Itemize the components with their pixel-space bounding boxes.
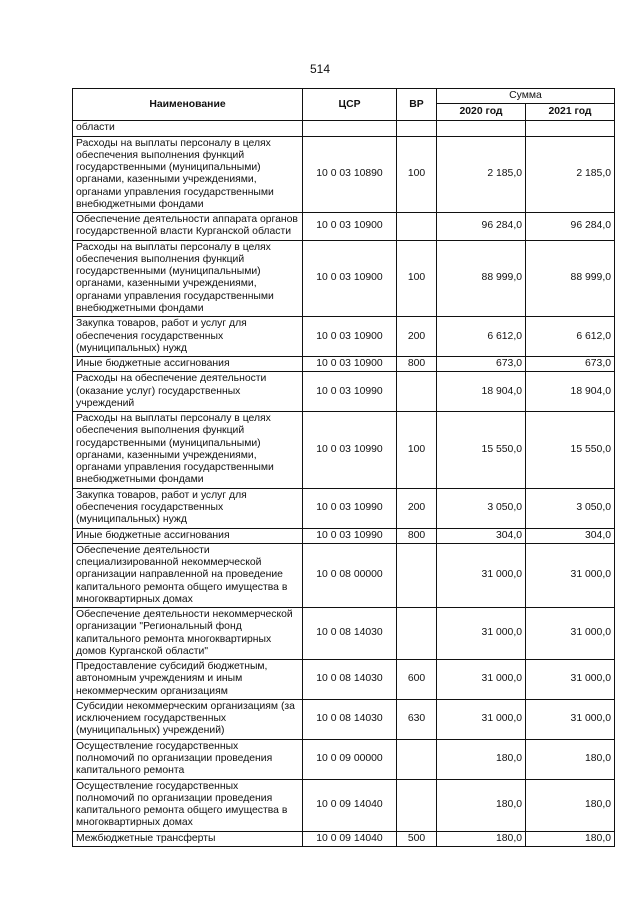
row-name-cell: Межбюджетные трансферты — [73, 831, 303, 846]
row-csr-cell: 10 0 03 10990 — [303, 412, 397, 489]
row-2020-cell: 180,0 — [437, 831, 526, 846]
table-row — [73, 488, 615, 528]
table-row — [73, 412, 615, 489]
header-year-2021: 2021 год — [526, 104, 615, 121]
row-name-cell: Расходы на выплаты персоналу в целях обеспечения выполнения функций государственными (муниципальными) органами, казенными учреждениями, органами управления государственными внебюджетными фондами — [73, 136, 303, 213]
row-vr-cell — [397, 213, 437, 241]
row-2021-cell: 304,0 — [526, 528, 615, 543]
header-csr: ЦСР — [303, 89, 397, 121]
row-name-cell: Расходы на обеспечение деятельности (оказание услуг) государственных учреждений — [73, 372, 303, 412]
row-2021-cell: 31 000,0 — [526, 660, 615, 700]
row-name-cell: Предоставление субсидий бюджетным, автономным учреждениям и иным некоммерческим организациям — [73, 660, 303, 700]
table-row — [73, 739, 615, 779]
row-csr-cell: 10 0 03 10990 — [303, 528, 397, 543]
row-name-cell: Осуществление государственных полномочий по организации проведения капитального ремонта общего имущества в многоквартирных домах — [73, 779, 303, 831]
row-2021-cell: 180,0 — [526, 831, 615, 846]
row-2021-cell: 3 050,0 — [526, 488, 615, 528]
header-vr: ВР — [397, 89, 437, 121]
table-row — [73, 528, 615, 543]
row-name-cell: Осуществление государственных полномочий по организации проведения капитального ремонта — [73, 739, 303, 779]
row-2020-cell: 31 000,0 — [437, 699, 526, 739]
row-2020-cell: 3 050,0 — [437, 488, 526, 528]
row-2020-cell: 180,0 — [437, 739, 526, 779]
table-row — [73, 317, 615, 357]
budget-table — [72, 88, 615, 847]
row-2021-cell: 15 550,0 — [526, 412, 615, 489]
page-number: 514 — [309, 62, 331, 76]
row-vr-cell — [397, 608, 437, 660]
row-2021-cell: 673,0 — [526, 357, 615, 372]
row-vr-cell: 100 — [397, 412, 437, 489]
row-2021-cell: 180,0 — [526, 739, 615, 779]
row-2021-cell: 88 999,0 — [526, 240, 615, 317]
row-vr-cell — [397, 372, 437, 412]
table-row — [73, 136, 615, 213]
row-2021-cell: 2 185,0 — [526, 136, 615, 213]
row-vr-cell: 200 — [397, 488, 437, 528]
row-vr-cell: 100 — [397, 240, 437, 317]
row-2021-cell: 31 000,0 — [526, 543, 615, 607]
row-csr-cell: 10 0 03 10900 — [303, 357, 397, 372]
row-2020-cell: 31 000,0 — [437, 608, 526, 660]
row-name-cell: Закупка товаров, работ и услуг для обеспечения государственных (муниципальных) нужд — [73, 488, 303, 528]
row-vr-cell: 800 — [397, 528, 437, 543]
row-csr-cell: 10 0 03 10890 — [303, 136, 397, 213]
row-csr-cell: 10 0 08 14030 — [303, 608, 397, 660]
row-name-cell: Расходы на выплаты персоналу в целях обеспечения выполнения функций государственными (муниципальными) органами, казенными учреждениями, органами управления государственными внебюджетными фондами — [73, 240, 303, 317]
row-2020-cell: 88 999,0 — [437, 240, 526, 317]
row-2020-cell: 6 612,0 — [437, 317, 526, 357]
row-2021-cell: 18 904,0 — [526, 372, 615, 412]
row-2020-cell: 31 000,0 — [437, 660, 526, 700]
row-vr-cell: 500 — [397, 831, 437, 846]
row-vr-cell: 630 — [397, 699, 437, 739]
row-2021-cell: 31 000,0 — [526, 699, 615, 739]
header-year-2020: 2020 год — [437, 104, 526, 121]
row-vr-cell — [397, 543, 437, 607]
row-csr-cell: 10 0 09 14040 — [303, 831, 397, 846]
row-2020-cell: 96 284,0 — [437, 213, 526, 241]
row-2021-cell: 96 284,0 — [526, 213, 615, 241]
header-sum: Сумма — [437, 89, 615, 104]
row-2020-cell: 18 904,0 — [437, 372, 526, 412]
row-csr-cell: 10 0 03 10990 — [303, 488, 397, 528]
table-row — [73, 608, 615, 660]
row-2021-cell: 6 612,0 — [526, 317, 615, 357]
table-row — [73, 699, 615, 739]
row-2020-cell: 304,0 — [437, 528, 526, 543]
row-name-cell: Иные бюджетные ассигнования — [73, 528, 303, 543]
row-vr-cell: 100 — [397, 136, 437, 213]
row-vr-cell: 800 — [397, 357, 437, 372]
table-row — [73, 121, 615, 136]
row-csr-cell — [303, 121, 397, 136]
row-name-cell: Закупка товаров, работ и услуг для обеспечения государственных (муниципальных) нужд — [73, 317, 303, 357]
row-2021-cell: 180,0 — [526, 779, 615, 831]
row-name-cell: Обеспечение деятельности некоммерческой организации "Региональный фонд капитального ремонта многоквартирных домов Курганской области" — [73, 608, 303, 660]
table-row — [73, 831, 615, 846]
row-name-cell: Субсидии некоммерческим организациям (за исключением государственных (муниципальных) учреждений) — [73, 699, 303, 739]
row-name-cell: Обеспечение деятельности специализированной некоммерческой организации направленной на проведение капитального ремонта общего имущества в многоквартирных домах — [73, 543, 303, 607]
row-csr-cell: 10 0 09 14040 — [303, 779, 397, 831]
row-vr-cell — [397, 121, 437, 136]
row-vr-cell — [397, 739, 437, 779]
row-csr-cell: 10 0 03 10900 — [303, 213, 397, 241]
row-csr-cell: 10 0 03 10900 — [303, 240, 397, 317]
row-csr-cell: 10 0 03 10990 — [303, 372, 397, 412]
row-2020-cell: 2 185,0 — [437, 136, 526, 213]
table-row — [73, 779, 615, 831]
row-2021-cell: 31 000,0 — [526, 608, 615, 660]
row-csr-cell: 10 0 08 14030 — [303, 699, 397, 739]
row-name-cell: Иные бюджетные ассигнования — [73, 357, 303, 372]
table-row — [73, 543, 615, 607]
table-row — [73, 357, 615, 372]
row-vr-cell: 600 — [397, 660, 437, 700]
row-vr-cell — [397, 779, 437, 831]
row-csr-cell: 10 0 08 00000 — [303, 543, 397, 607]
table-row — [73, 213, 615, 241]
table-row — [73, 240, 615, 317]
row-name-cell: области — [73, 121, 303, 136]
row-2020-cell: 15 550,0 — [437, 412, 526, 489]
row-2020-cell: 31 000,0 — [437, 543, 526, 607]
row-name-cell: Расходы на выплаты персоналу в целях обеспечения выполнения функций государственными (муниципальными) органами, казенными учреждениями, органами управления государственными внебюджетными фондами — [73, 412, 303, 489]
row-2020-cell: 180,0 — [437, 779, 526, 831]
row-2020-cell: 673,0 — [437, 357, 526, 372]
table-row — [73, 660, 615, 700]
row-csr-cell: 10 0 08 14030 — [303, 660, 397, 700]
row-name-cell: Обеспечение деятельности аппарата органов государственной власти Курганской области — [73, 213, 303, 241]
header-name: Наименование — [73, 89, 303, 121]
row-vr-cell: 200 — [397, 317, 437, 357]
row-csr-cell: 10 0 09 00000 — [303, 739, 397, 779]
table-row — [73, 372, 615, 412]
row-2021-cell — [526, 121, 615, 136]
row-2020-cell — [437, 121, 526, 136]
row-csr-cell: 10 0 03 10900 — [303, 317, 397, 357]
